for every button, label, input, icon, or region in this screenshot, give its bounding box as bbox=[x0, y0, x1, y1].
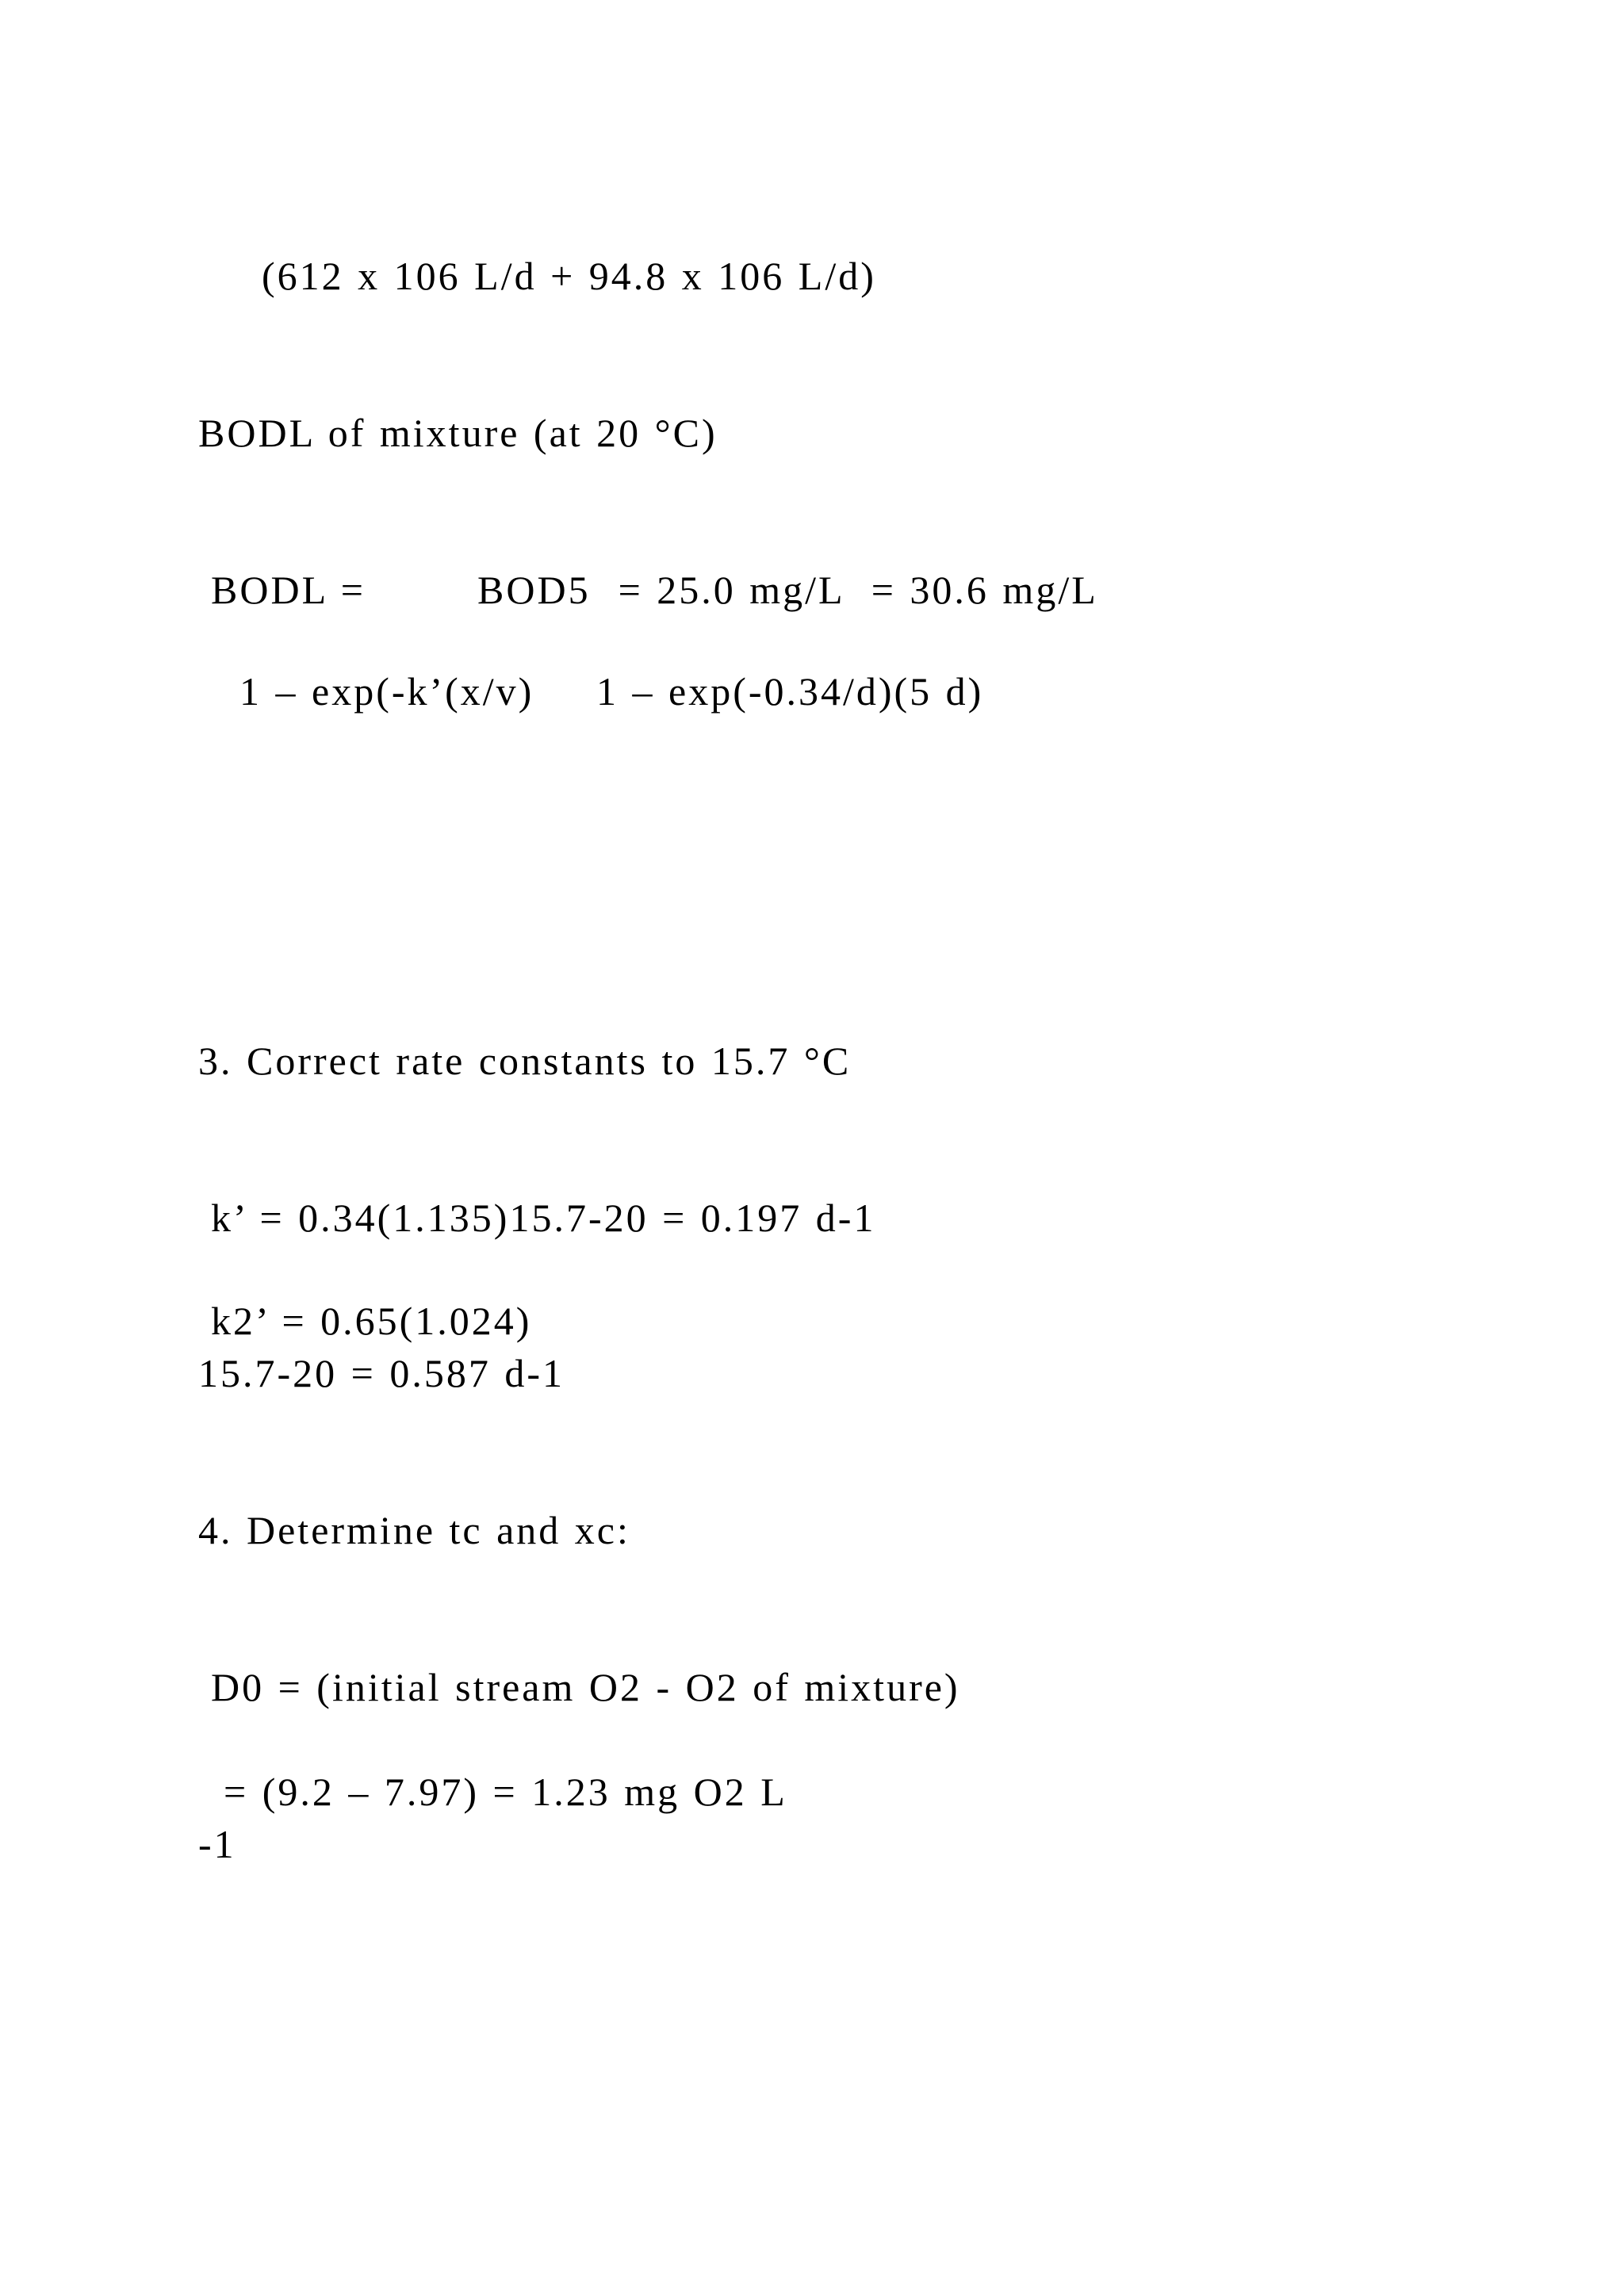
step-4-heading: 4. Determine tc and xc: bbox=[198, 1508, 630, 1552]
bodl-left-label: BODL = bbox=[211, 568, 366, 612]
bodl-heading: BODL of mixture (at 20 °C) bbox=[198, 411, 718, 455]
k2-prime-equation-part-2: 15.7-20 = 0.587 d-1 bbox=[198, 1351, 565, 1395]
bodl-numerator-line: BOD5 = 25.0 mg/L = 30.6 mg/L bbox=[477, 568, 1098, 612]
d0-calculation: = (9.2 – 7.97) = 1.23 mg O2 L bbox=[224, 1770, 787, 1814]
d0-definition: D0 = (initial stream O2 - O2 of mixture) bbox=[211, 1665, 960, 1709]
d0-exponent: -1 bbox=[198, 1822, 236, 1866]
bodl-denominator-left: 1 – exp(-k’(x/v) bbox=[239, 669, 534, 714]
k2-prime-equation-part-1: k2’ = 0.65(1.024) bbox=[211, 1299, 532, 1343]
k-prime-equation: k’ = 0.34(1.135)15.7-20 = 0.197 d-1 bbox=[211, 1196, 876, 1240]
step-3-heading: 3. Correct rate constants to 15.7 °C bbox=[198, 1039, 852, 1083]
flow-sum-line: (612 x 106 L/d + 94.8 x 106 L/d) bbox=[262, 254, 876, 298]
bodl-denominator-right: 1 – exp(-0.34/d)(5 d) bbox=[596, 669, 984, 714]
